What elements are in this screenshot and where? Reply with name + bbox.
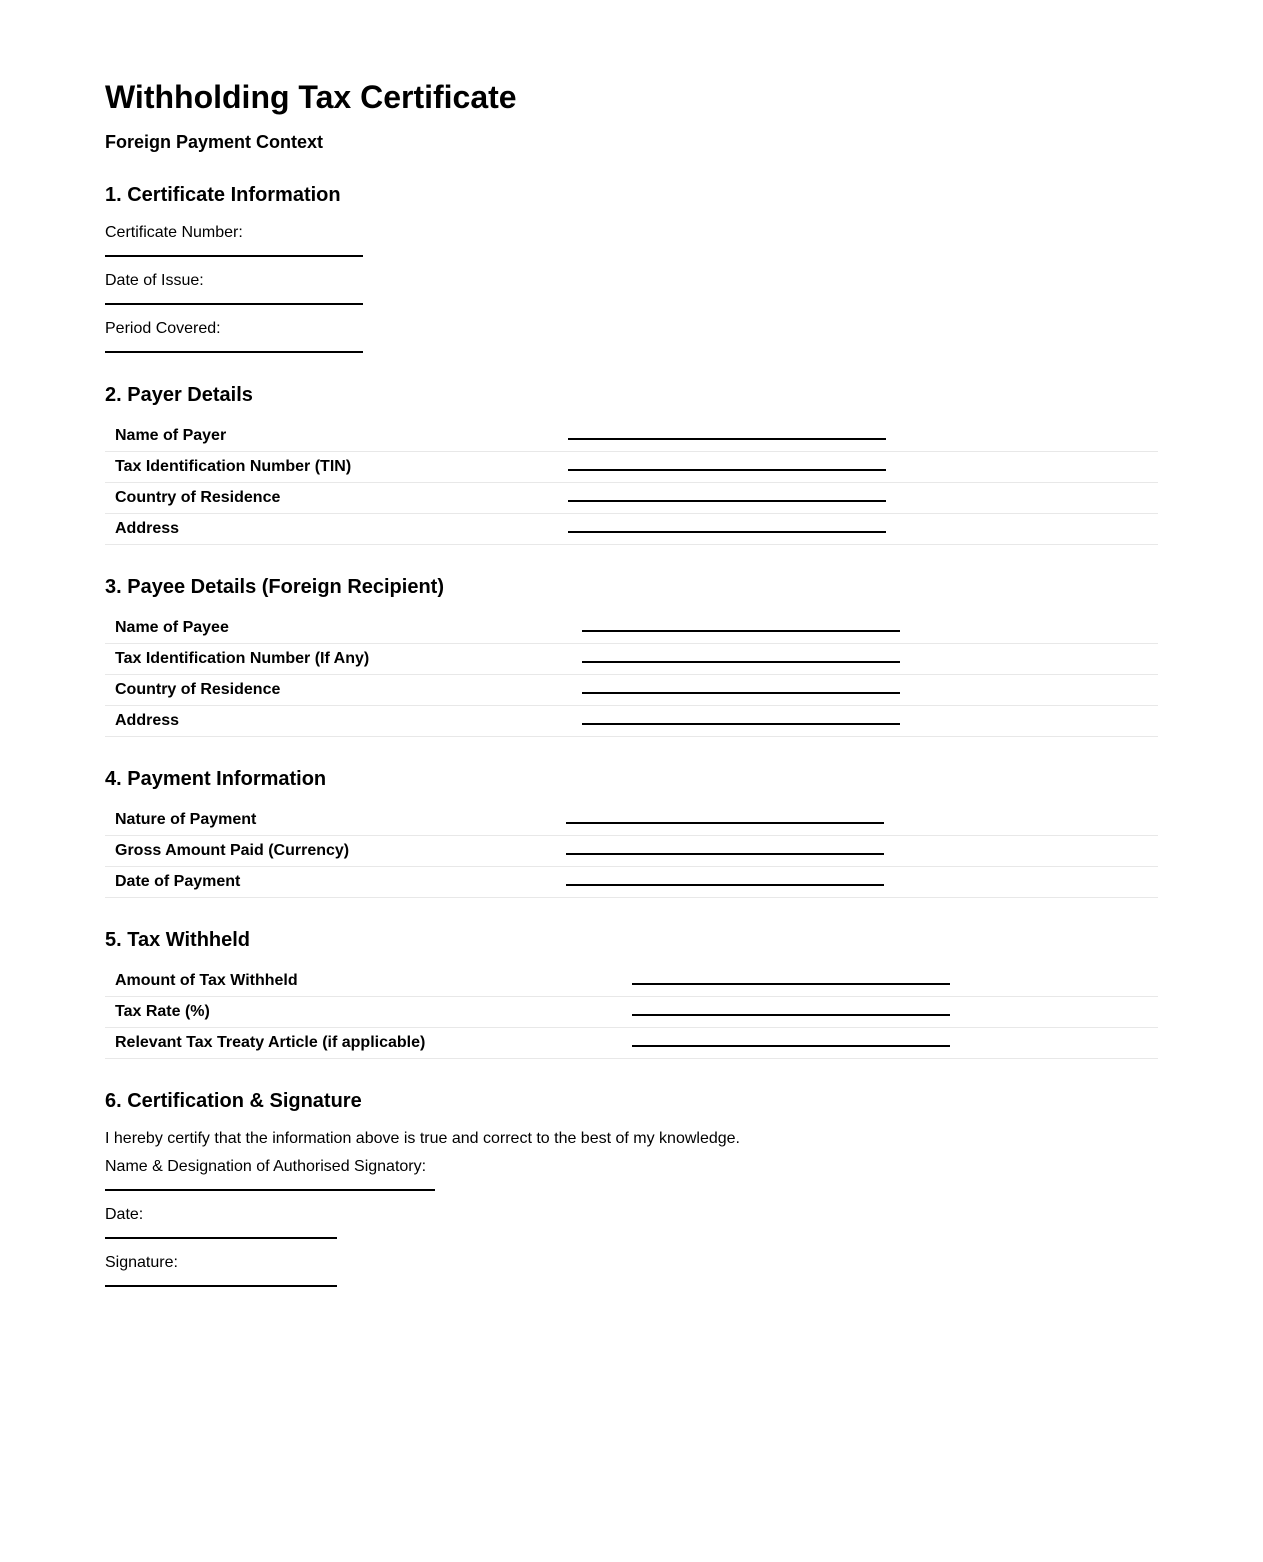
payee-country-fill-line — [582, 684, 900, 694]
table-row — [105, 483, 1158, 514]
signature-date-label: Date: — [105, 1206, 144, 1223]
tax-amount-label: Amount of Tax Withheld — [105, 966, 622, 997]
page-subtitle: Foreign Payment Context — [105, 132, 324, 152]
tax-treaty-article-fill-line — [632, 1037, 950, 1047]
payer-country-fill-line — [568, 492, 886, 502]
table-row — [105, 997, 1158, 1028]
certificate-number-fill-line — [105, 249, 363, 257]
section-tax-withheld — [105, 928, 1158, 1059]
table-row — [105, 836, 1158, 867]
section-2-heading: 2. Payer Details — [105, 384, 253, 406]
signature-label: Signature: — [105, 1254, 178, 1271]
signatory-name-fill-line — [105, 1183, 435, 1191]
payer-country-label: Country of Residence — [105, 483, 558, 514]
tax-rate-cell — [622, 997, 1158, 1028]
tax-rate-fill-line — [632, 1006, 950, 1016]
payer-address-label: Address — [105, 514, 558, 545]
payee-country-label: Country of Residence — [105, 675, 572, 706]
payee-country-cell — [572, 675, 1158, 706]
payer-tin-label: Tax Identification Number (TIN) — [105, 452, 558, 483]
payee-name-cell — [572, 613, 1158, 644]
payment-gross-amount-label: Gross Amount Paid (Currency) — [105, 836, 556, 867]
payee-name-label: Name of Payee — [105, 613, 572, 644]
section-6-heading: 6. Certification & Signature — [105, 1090, 362, 1112]
payee-tin-fill-line — [582, 653, 900, 663]
payment-date-fill-line — [566, 876, 884, 886]
tax-withheld-table — [105, 966, 1158, 1059]
section-3-heading: 3. Payee Details (Foreign Recipient) — [105, 576, 444, 598]
table-row — [105, 805, 1158, 836]
payer-address-fill-line — [568, 523, 886, 533]
payment-nature-cell — [556, 805, 1158, 836]
payer-name-label: Name of Payer — [105, 421, 558, 452]
payer-name-fill-line — [568, 430, 886, 440]
table-row — [105, 514, 1158, 545]
payee-address-cell — [572, 706, 1158, 737]
signatory-name-label: Name & Designation of Authorised Signatory: — [105, 1158, 427, 1175]
period-covered-label: Period Covered: — [105, 320, 221, 337]
tax-treaty-article-cell — [622, 1028, 1158, 1059]
page-title: Withholding Tax Certificate — [105, 79, 517, 115]
payment-nature-label: Nature of Payment — [105, 805, 556, 836]
date-of-issue-fill-line — [105, 297, 363, 305]
payee-tin-label: Tax Identification Number (If Any) — [105, 644, 572, 675]
section-payment-information — [105, 767, 1158, 898]
tax-rate-label: Tax Rate (%) — [105, 997, 622, 1028]
table-row — [105, 867, 1158, 898]
table-row — [105, 613, 1158, 644]
table-row — [105, 706, 1158, 737]
payer-tin-fill-line — [568, 461, 886, 471]
payment-nature-fill-line — [566, 814, 884, 824]
table-row — [105, 966, 1158, 997]
table-row — [105, 452, 1158, 483]
period-covered-fill-line — [105, 345, 363, 353]
tax-amount-cell — [622, 966, 1158, 997]
payment-gross-amount-cell — [556, 836, 1158, 867]
table-row — [105, 675, 1158, 706]
payee-tin-cell — [572, 644, 1158, 675]
payment-gross-amount-fill-line — [566, 845, 884, 855]
certification-statement: I hereby certify that the information above is true and correct to the best of my knowledge. — [105, 1130, 740, 1147]
table-row — [105, 421, 1158, 452]
payer-name-cell — [558, 421, 1158, 452]
payee-details-table — [105, 613, 1158, 737]
section-payee-details — [105, 575, 1158, 737]
section-4-heading: 4. Payment Information — [105, 768, 327, 790]
section-1-heading: 1. Certificate Information — [105, 184, 341, 206]
section-certificate-information — [105, 183, 1158, 353]
date-of-issue-label: Date of Issue: — [105, 272, 204, 289]
signature-fill-line — [105, 1279, 337, 1287]
tax-amount-fill-line — [632, 975, 950, 985]
certificate-number-label: Certificate Number: — [105, 224, 243, 241]
section-payer-details — [105, 383, 1158, 545]
table-row — [105, 644, 1158, 675]
signature-date-fill-line — [105, 1231, 337, 1239]
payer-tin-cell — [558, 452, 1158, 483]
payment-information-table — [105, 805, 1158, 898]
tax-treaty-article-label: Relevant Tax Treaty Article (if applicable) — [105, 1028, 622, 1059]
section-certification-signature — [105, 1089, 1158, 1287]
payment-date-label: Date of Payment — [105, 867, 556, 898]
payer-address-cell — [558, 514, 1158, 545]
table-row — [105, 1028, 1158, 1059]
payer-country-cell — [558, 483, 1158, 514]
payee-address-fill-line — [582, 715, 900, 725]
payee-name-fill-line — [582, 622, 900, 632]
payer-details-table — [105, 421, 1158, 545]
section-5-heading: 5. Tax Withheld — [105, 929, 251, 951]
payee-address-label: Address — [105, 706, 572, 737]
payment-date-cell — [556, 867, 1158, 898]
